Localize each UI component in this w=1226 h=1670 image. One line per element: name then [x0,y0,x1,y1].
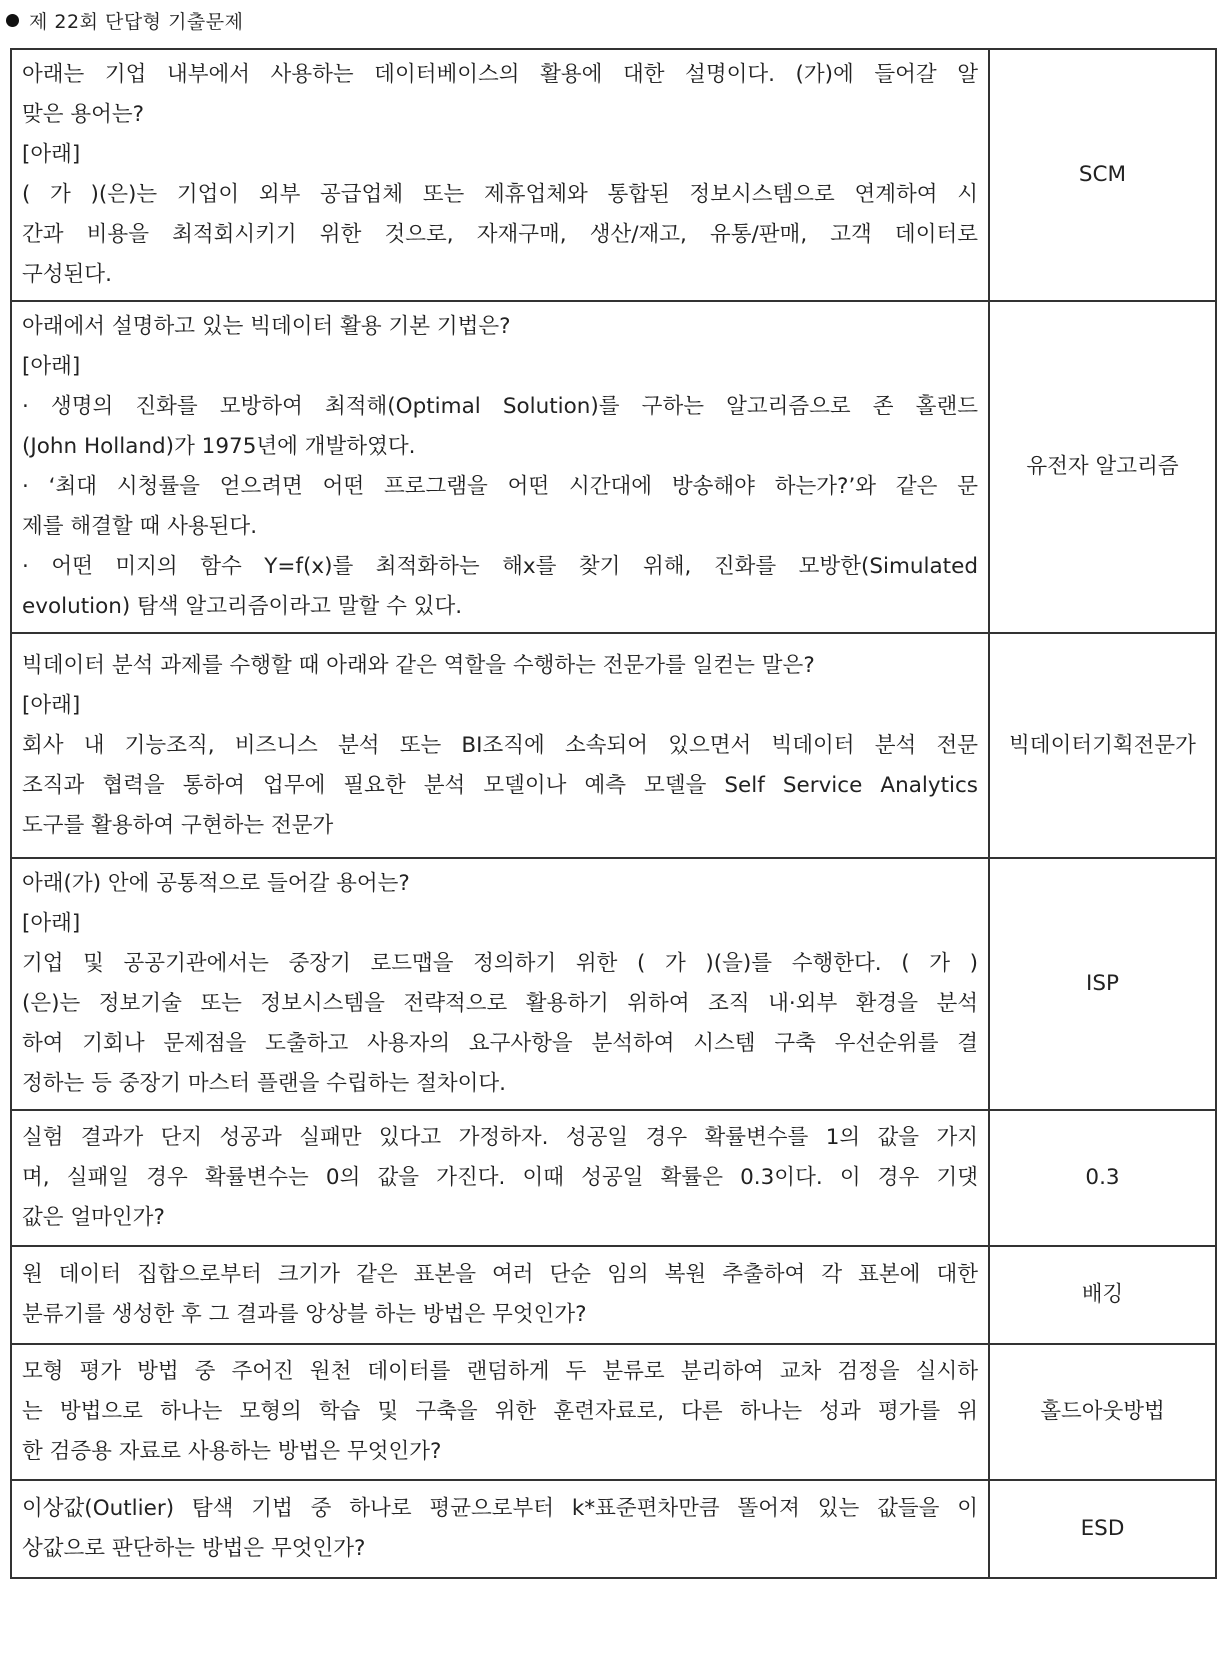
question-cell [11,633,989,858]
question-line: (John Holland)가 1975년에 개발하였다. [22,434,416,459]
table-row [11,633,1216,858]
section-heading [6,5,243,35]
question-line: 분류기를 생성한 후 그 결과를 앙상블 하는 방법은 무엇인가? [22,1302,587,1327]
table-row [11,1110,1216,1246]
question-line: 며, 실패일 경우 확률변수는 0의 값을 가진다. 이때 성공일 확률은 0.3이다. 이 경우 기댓 [22,1165,978,1190]
question-line: 정하는 등 중장기 마스터 플랜을 수립하는 절차이다. [22,1071,506,1096]
question-line: 맞은 용어는? [22,102,145,127]
question-line: · 생명의 진화를 모방하여 최적해(Optimal Solution)를 구하는 알고리즘으로 존 홀랜드 [22,394,978,419]
table-row [11,1480,1216,1578]
question-line: 빅데이터 분석 과제를 수행할 때 아래와 같은 역할을 수행하는 전문가를 일컫는 말은? [22,652,815,678]
question-line: 기업 및 공공기관에서는 중장기 로드맵을 정의하기 위한 ( 가 )(을)를 수행한다. ( 가 ) [22,951,978,976]
question-cell [11,301,989,633]
question-line: evolution) 탐색 알고리즘이라고 말할 수 있다. [22,594,463,619]
answer-cell: SCM [989,49,1216,301]
answer-cell: 배깅 [989,1246,1216,1344]
table-row [11,301,1216,633]
table-row [11,1344,1216,1480]
question-line: 조직과 협력을 통하여 업무에 필요한 분석 모델이나 예측 모델을 Self Service Analytics [22,772,978,798]
question-line: 구성된다. [22,262,112,287]
question-cell [11,1480,989,1578]
table-row [11,1246,1216,1344]
question-answer-table [10,48,1217,1579]
question-line: 아래에서 설명하고 있는 빅데이터 활용 기본 기법은? [22,314,511,339]
table-row [11,49,1216,301]
question-line: 아래(가) 안에 공통적으로 들어갈 용어는? [22,871,410,896]
answer-cell: 0.3 [989,1110,1216,1246]
question-cell [11,1344,989,1480]
table-row [11,858,1216,1110]
question-cell [11,49,989,301]
question-line: 제를 해결할 때 사용된다. [22,514,258,539]
question-line: 는 방법으로 하나는 모형의 학습 및 구축을 위한 훈련자료로, 다른 하나는 성과 평가를 위 [22,1399,978,1424]
question-line: · 어떤 미지의 함수 Y=f(x)를 최적화하는 해x를 찾기 위해, 진화를 모방한(Simulated [22,554,978,579]
answer-cell: 빅데이터기획전문가 [989,633,1216,858]
question-line: ( 가 )(은)는 기업이 외부 공급업체 또는 제휴업체와 통합된 정보시스템으로 연계하여 시 [22,182,978,207]
question-cell [11,1110,989,1246]
question-line: 모형 평가 방법 중 주어진 원천 데이터를 랜덤하게 두 분류로 분리하여 교차 검정을 실시하 [22,1359,978,1384]
question-line: [아래] [22,354,81,379]
question-line: [아래] [22,142,81,167]
answer-cell: 홀드아웃방법 [989,1344,1216,1480]
question-line: 도구를 활용하여 구현하는 전문가 [22,812,334,838]
answer-cell: 유전자 알고리즘 [989,301,1216,633]
question-cell [11,858,989,1110]
question-line: 이상값(Outlier) 탐색 기법 중 하나로 평균으로부터 k*표준편차만큼 똘어져 있는 값들을 이 [22,1496,978,1521]
section-title: 제 22회 단답형 기출문제 [29,10,244,33]
question-line: · ‘최대 시청률을 얻으려면 어떤 프로그램을 어떤 시간대에 방송해야 하는가?’와 같은 문 [22,474,978,499]
question-line: (은)는 정보기술 또는 정보시스템을 전략적으로 활용하기 위하여 조직 내·외부 환경을 분석 [22,991,978,1016]
question-line: 회사 내 기능조직, 비즈니스 분석 또는 BI조직에 소속되어 있으면서 빅데이터 분석 전문 [22,732,978,758]
question-line: 간과 비용을 최적회시키기 위한 것으로, 자재구매, 생산/재고, 유통/판매, 고객 데이터로 [22,222,978,247]
bullet-icon [6,14,19,27]
question-line: [아래] [22,911,81,936]
question-line: 한 검증용 자료로 사용하는 방법은 무엇인가? [22,1439,442,1464]
question-line: 하여 기회나 문제점을 도출하고 사용자의 요구사항을 분석하여 시스템 구축 우선순위를 결 [22,1031,978,1056]
question-line: 상값으로 판단하는 방법은 무엇인가? [22,1536,366,1561]
question-line: 값은 얼마인가? [22,1205,165,1230]
question-line: [아래] [22,692,81,718]
answer-cell: ISP [989,858,1216,1110]
question-line: 아래는 기업 내부에서 사용하는 데이터베이스의 활용에 대한 설명이다. (가)에 들어갈 알 [22,62,978,87]
question-line: 원 데이터 집합으로부터 크기가 같은 표본을 여러 단순 임의 복원 추출하여 각 표본에 대한 [22,1262,978,1287]
question-line: 실험 결과가 단지 성공과 실패만 있다고 가정하자. 성공일 경우 확률변수를 1의 값을 가지 [22,1125,978,1150]
answer-cell: ESD [989,1480,1216,1578]
question-cell [11,1246,989,1344]
